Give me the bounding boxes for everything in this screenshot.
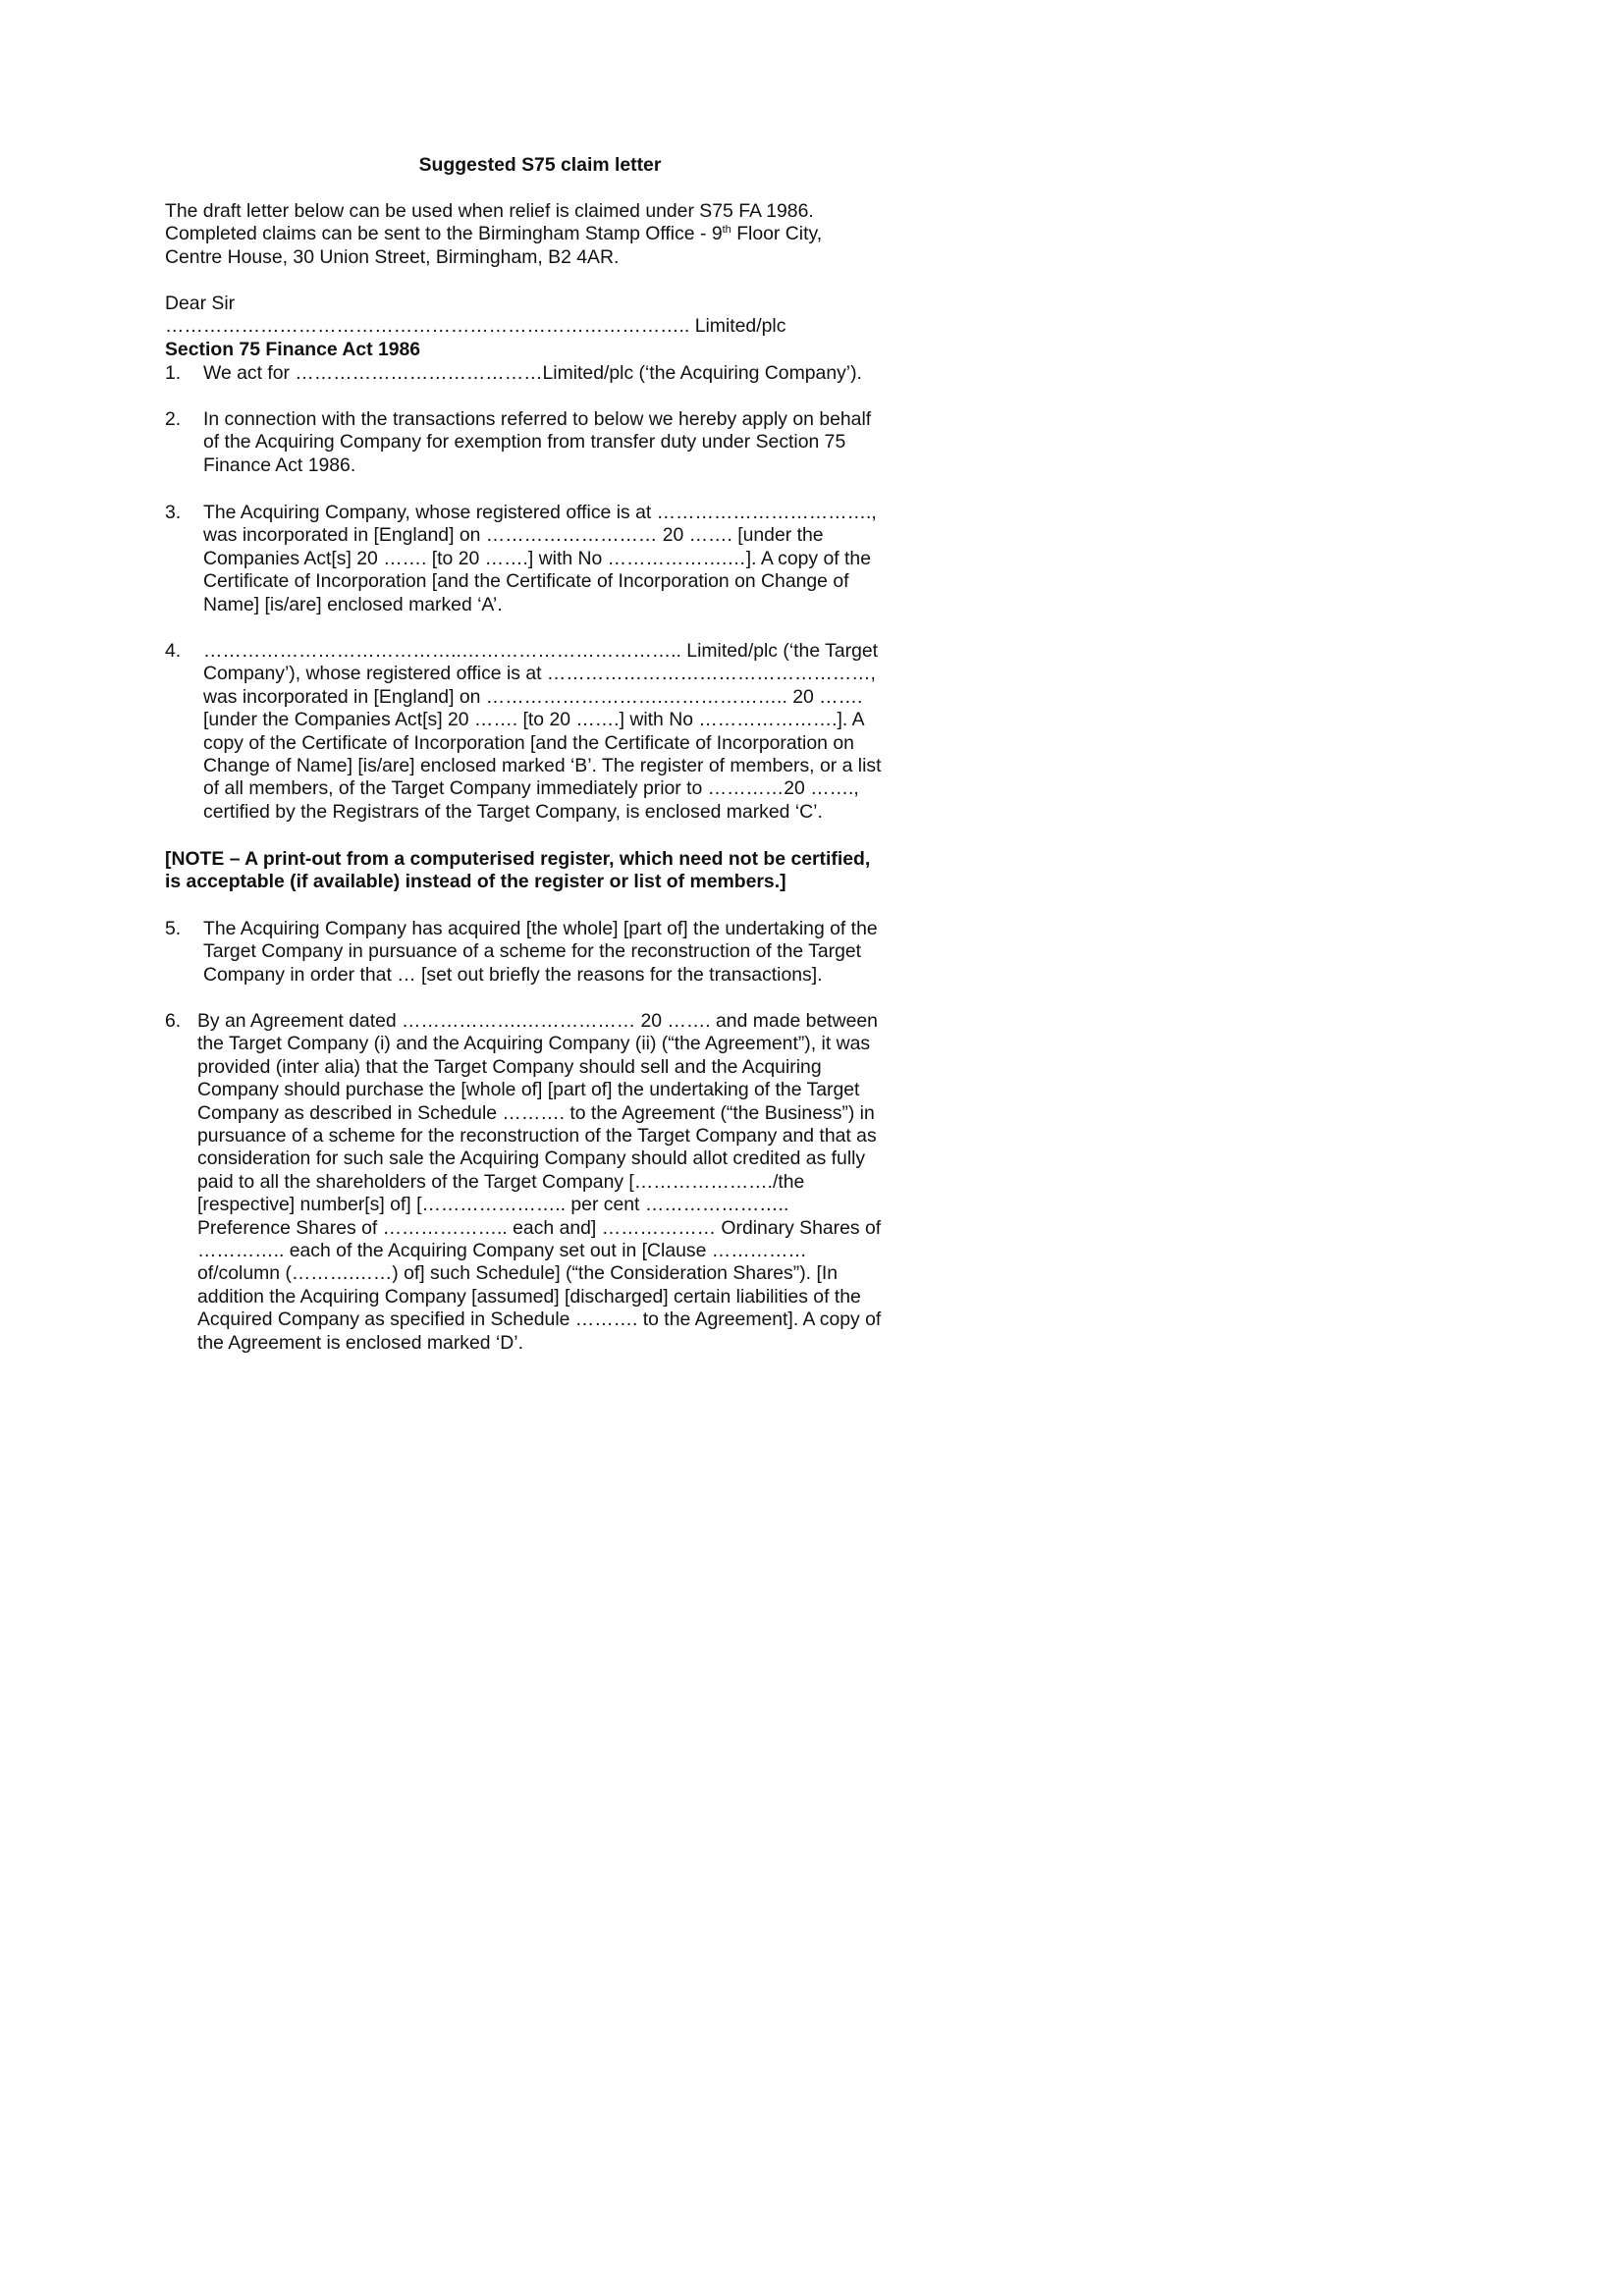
paragraph-line: The Acquiring Company has acquired [the whole] [part of] the undertaking of the (203, 918, 878, 939)
paragraph-line: Company as described in Schedule ………. to the Agreement (“the Business”) in (197, 1101, 875, 1124)
paragraph-line: [respective] number[s] of] [………………….. per cent ………………….. (197, 1194, 789, 1216)
paragraph-line: of/column (……….……) of] such Schedule] (“the Consideration Shares”). [In (197, 1262, 839, 1285)
company-name-blank-line: ……………………………………………………………………….. Limited/plc (165, 315, 786, 337)
paragraph-number: 6. (165, 1010, 182, 1032)
paragraph-line: By an Agreement dated ……………….……………… 20 ……. and made between (197, 1010, 878, 1032)
paragraph-line: Change of Name] [is/are] enclosed marked ‘B’. The register of members, or a list (203, 755, 882, 777)
paragraph-body (197, 1010, 881, 1355)
note-line: is acceptable (if available) instead of the register or list of members.] (165, 871, 786, 893)
paragraph-line: Company’), whose registered office is at ……………………………………………, (203, 663, 876, 685)
paragraph-line: certified by the Registrars of the Target Company, is enclosed marked ‘C’. (203, 800, 823, 823)
paragraph-line: We act for …………………………………Limited/plc (‘the Acquiring Company’). (203, 362, 862, 384)
paragraph-line: the Target Company (i) and the Acquiring Company (ii) (“the Agreement”), it was (197, 1033, 871, 1055)
salutation: Dear Sir (165, 293, 236, 314)
paragraph-line: In connection with the transactions referred to below we hereby apply on behalf (203, 408, 872, 430)
ordinal-suffix: th (722, 224, 731, 237)
intro-text: Floor City, (731, 223, 823, 245)
section-heading: Section 75 Finance Act 1986 (165, 339, 421, 360)
paragraph-body (203, 502, 877, 616)
paragraph-body (203, 408, 871, 477)
paragraph-line: of the Acquiring Company for exemption from transfer duty under Section 75 (203, 431, 846, 454)
paragraph-line: Preference Shares of ……………….. each and] ……………… Ordinary Shares of (197, 1216, 882, 1239)
intro-line: Centre House, 30 Union Street, Birmingham, B2 4AR. (165, 245, 620, 268)
paragraph-line: …………………………………..…………………………….. Limited/plc (‘the Target (203, 640, 879, 662)
paragraph-line: was incorporated in [England] on ……………………… 20 ……. [under the (203, 524, 824, 547)
paragraph-line: Target Company in pursuance of a scheme for the reconstruction of the Target (203, 940, 862, 963)
paragraph-line: pursuance of a scheme for the reconstruction of the Target Company and that as (197, 1125, 877, 1148)
paragraph-line: addition the Acquiring Company [assumed] [discharged] certain liabilities of the (197, 1285, 861, 1308)
paragraph-line: Acquired Company as specified in Schedule ………. to the Agreement]. A copy of (197, 1308, 882, 1331)
paragraph-line: copy of the Certificate of Incorporation [and the Certificate of Incorporation on (203, 731, 854, 754)
paragraph-body (203, 918, 878, 987)
intro-line (165, 223, 931, 245)
paragraph-line: paid to all the shareholders of the Target Company […………………./the (197, 1170, 805, 1193)
paragraph-line: Name] [is/are] enclosed marked ‘A’. (203, 593, 503, 615)
document-page (0, 0, 1080, 1526)
paragraph-body (203, 640, 881, 824)
paragraph-number: 4. (165, 640, 182, 662)
paragraph-body (203, 362, 862, 385)
paragraph-line: consideration for such sale the Acquiring Company should allot credited as fully (197, 1148, 866, 1170)
intro-text: Completed claims can be sent to the Birmingham Stamp Office - 9 (165, 223, 723, 245)
paragraph-line: The Acquiring Company, whose registered office is at ……………………………., (203, 502, 877, 523)
note-paragraph (165, 848, 870, 894)
intro-paragraph (165, 200, 931, 269)
paragraph-line: Finance Act 1986. (203, 454, 356, 476)
paragraph-line: provided (inter alia) that the Target Company should sell and the Acquiring (197, 1055, 822, 1078)
paragraph-number: 3. (165, 502, 182, 523)
paragraph-number: 1. (165, 362, 182, 384)
paragraph-line: Company in order that … [set out briefly the reasons for the transactions]. (203, 963, 823, 986)
paragraph-line: Certificate of Incorporation [and the Certificate of Incorporation on Change of (203, 570, 849, 593)
paragraph-number: 2. (165, 408, 182, 430)
paragraph-line: was incorporated in [England] on ……………………….……………….. 20 ……. (203, 685, 863, 708)
paragraph-line: [under the Companies Act[s] 20 ……. [to 20 …….] with No ………………….]. A (203, 709, 865, 731)
paragraph-line: ………….. each of the Acquiring Company set out in [Clause …………… (197, 1240, 807, 1262)
paragraph-line: of all members, of the Target Company immediately prior to …………20 ……., (203, 777, 859, 800)
paragraph-line: Companies Act[s] 20 ……. [to 20 …….] with No ……………….…]. A copy of the (203, 547, 871, 569)
paragraph-line: the Agreement is enclosed marked ‘D’. (197, 1331, 523, 1354)
note-line: [NOTE – A print-out from a computerised register, which need not be certified, (165, 848, 871, 870)
paragraph-line: Company should purchase the [whole of] [part of] the undertaking of the Target (197, 1079, 860, 1101)
document-title: Suggested S75 claim letter (418, 154, 662, 176)
paragraph-number: 5. (165, 918, 182, 939)
intro-line: The draft letter below can be used when relief is claimed under S75 FA 1986. (165, 200, 814, 222)
